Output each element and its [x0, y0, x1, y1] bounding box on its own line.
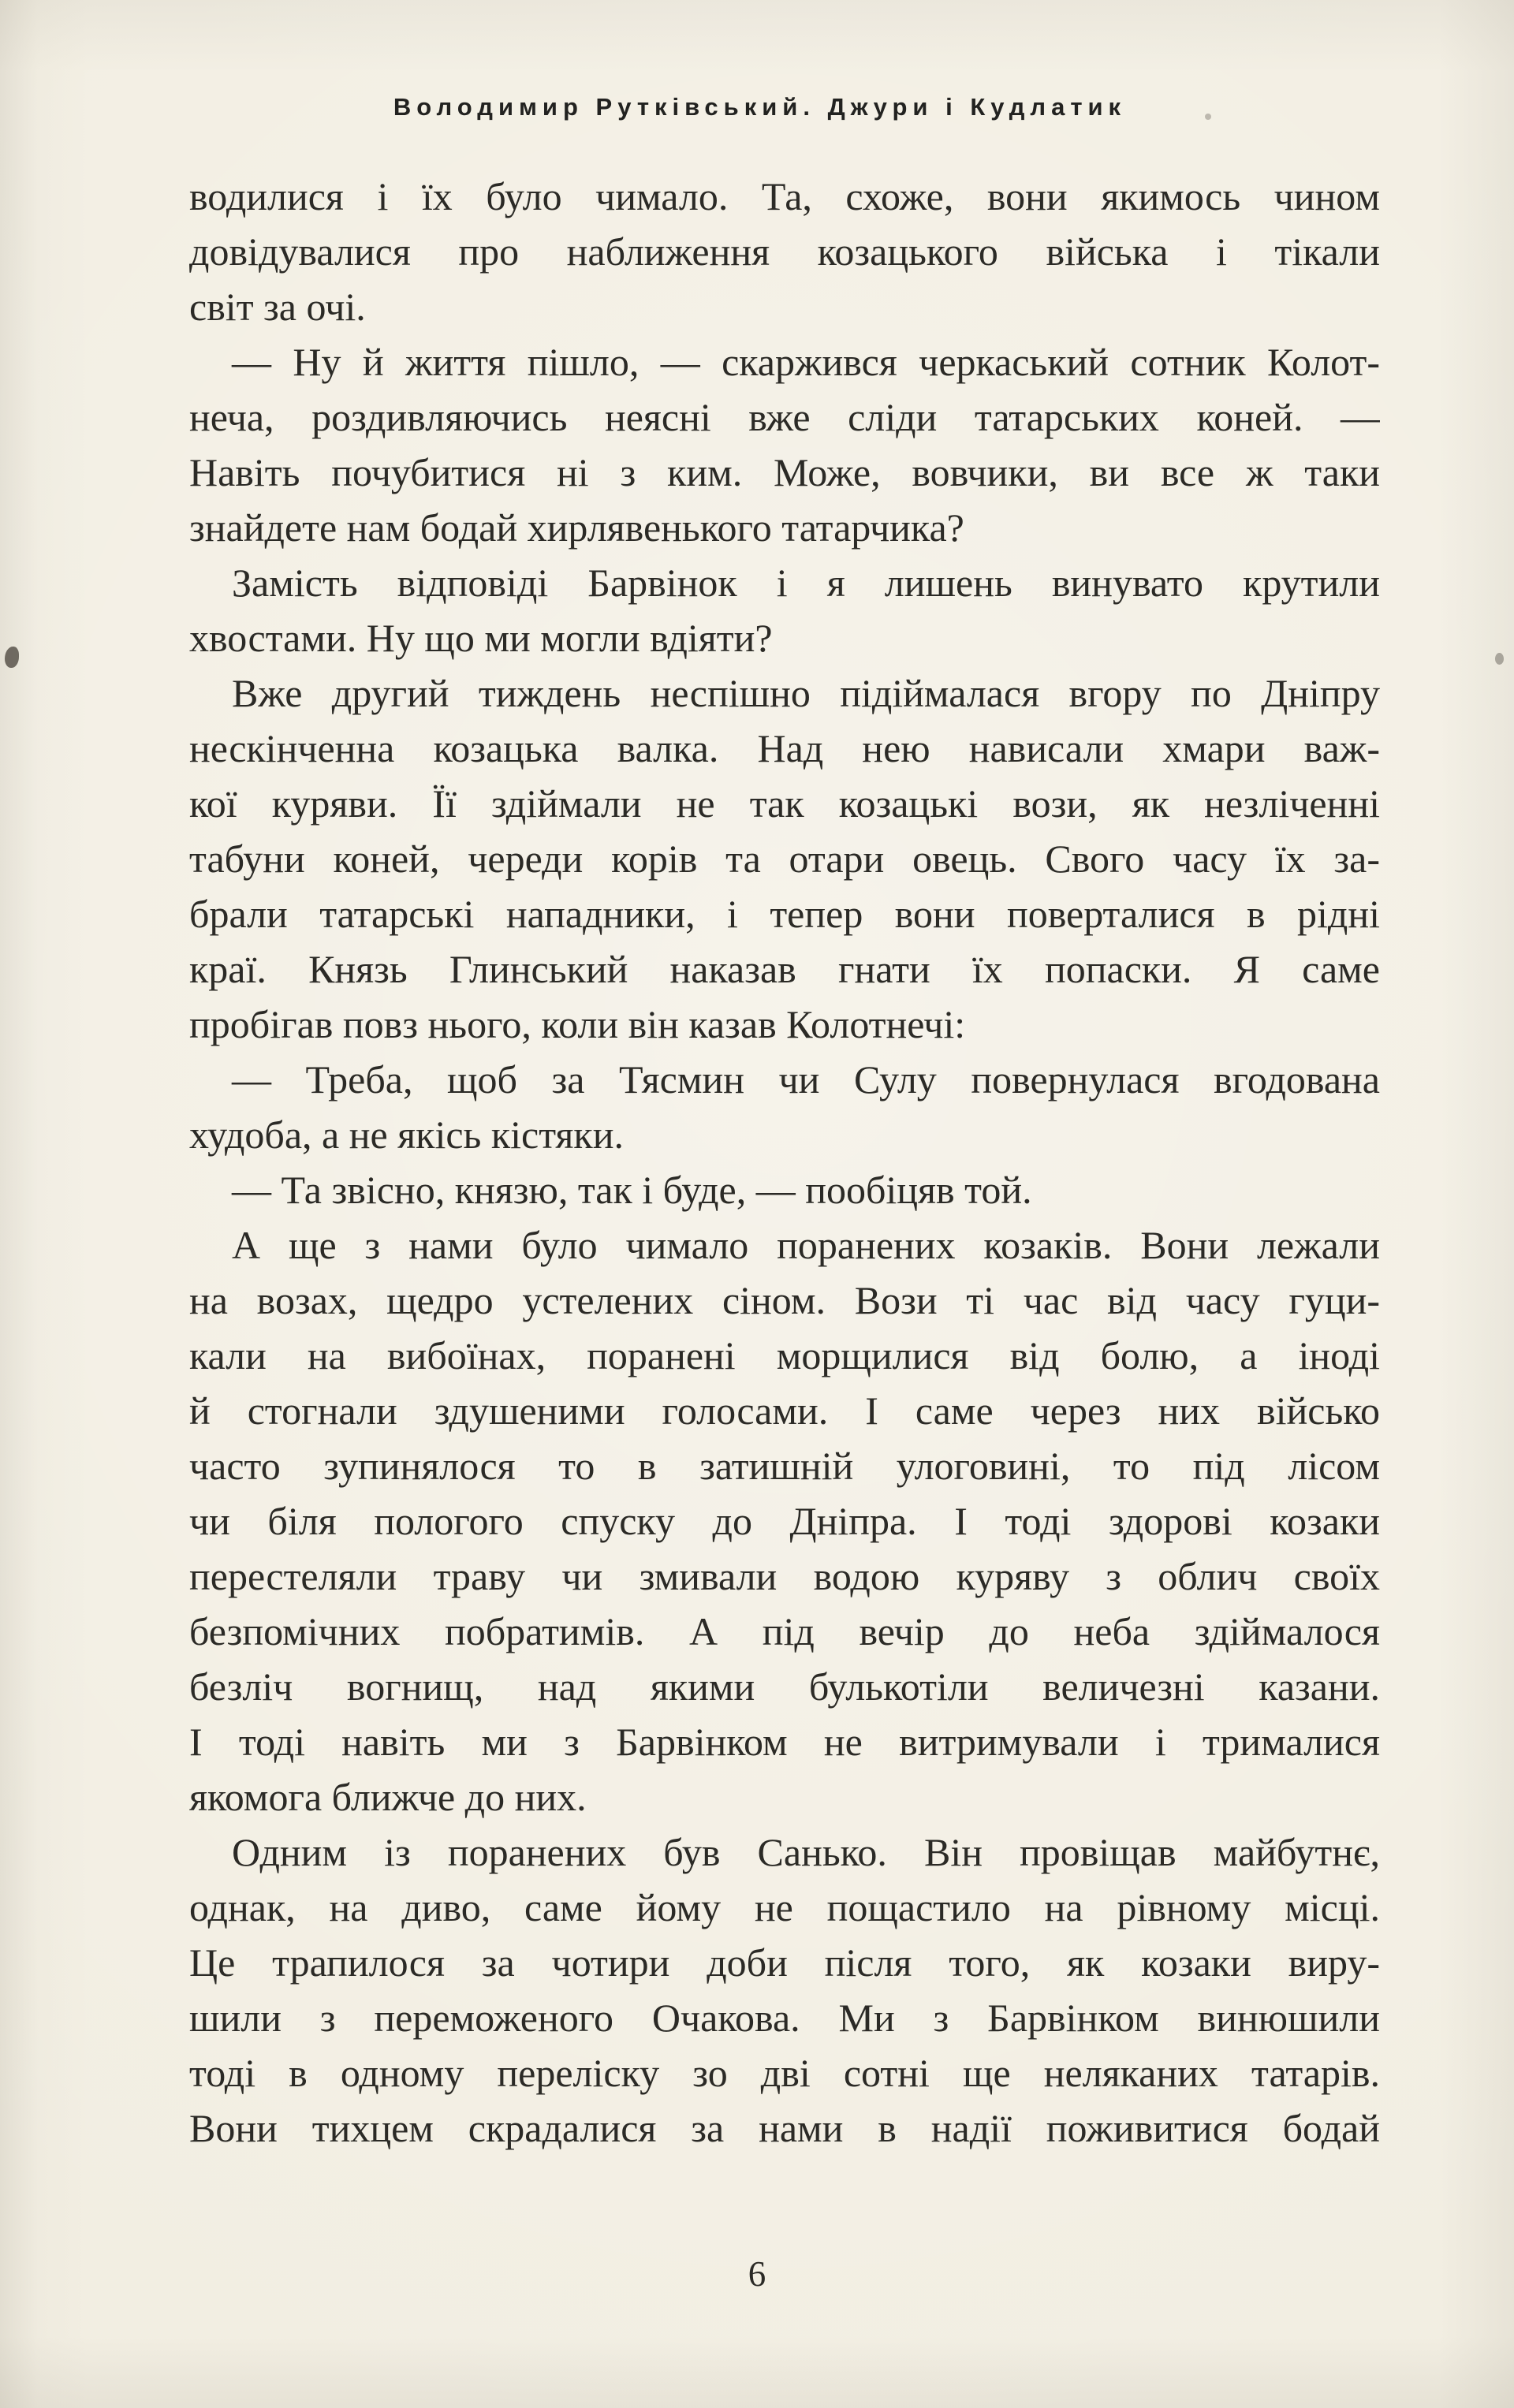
text-line: брали татарські нападники, і тепер вони поверталися в рідні	[189, 892, 1380, 936]
scan-speck	[1495, 653, 1504, 665]
text-line: Вже другий тиждень неспішно підіймалася вгору по Дніпру	[232, 671, 1380, 715]
scan-speck	[1205, 114, 1211, 120]
text-line: знайдете нам бодай хирлявенького татарчика?	[189, 505, 964, 550]
text-line: тоді в одному переліску зо дві сотні ще неляканих татарів.	[189, 2051, 1380, 2095]
text-line: перестеляли траву чи змивали водою куряву з облич своїх	[189, 1554, 1380, 1598]
text-line: світ за очі.	[189, 285, 366, 329]
text-line: й стогнали здушеними голосами. І саме через них військо	[189, 1389, 1380, 1433]
text-line: І тоді навіть ми з Барвінком не витримували і трималися	[189, 1720, 1380, 1764]
text-line: нескінченна козацька валка. Над нею нависали хмари важ-	[189, 726, 1380, 770]
text-line: шили з переможеного Очакова. Ми з Барвінком винюшили	[189, 1996, 1380, 2040]
text-line: — Та звісно, князю, так і буде, — пообіцяв той.	[232, 1168, 1032, 1212]
text-line: кали на вибоїнах, поранені морщилися від болю, а іноді	[189, 1333, 1380, 1377]
text-line: довідувалися про наближення козацького війська і тікали	[189, 229, 1380, 274]
text-line: — Ну й життя пішло, — скаржився черкаський сотник Колот-	[232, 340, 1380, 384]
text-line: худоба, а не якісь кістяки.	[189, 1113, 624, 1157]
text-line: Навіть почубитися ні з ким. Може, вовчики, ви все ж таки	[189, 450, 1380, 494]
paragraph	[189, 1217, 1380, 1825]
page-body	[189, 169, 1380, 2156]
text-line: — Треба, щоб за Тясмин чи Сулу повернулася вгодована	[232, 1057, 1380, 1101]
paragraph	[189, 1052, 1380, 1162]
page-number: 6	[748, 2254, 766, 2294]
paragraph	[189, 169, 1380, 334]
text-line: безліч вогнищ, над якими булькотіли величезні казани.	[189, 1664, 1380, 1709]
text-line: безпомічних побратимів. А під вечір до неба здіймалося	[189, 1609, 1380, 1653]
paragraph	[189, 1162, 1380, 1217]
paragraph	[189, 1825, 1380, 2156]
text-line: водилися і їх було чимало. Та, схоже, вони якимось чином	[189, 174, 1380, 218]
text-line: кої куряви. Її здіймали не так козацькі вози, як незліченні	[189, 781, 1380, 826]
text-line: Це трапилося за чотири доби після того, як козаки виру-	[189, 1940, 1380, 1985]
text-line: краї. Князь Глинський наказав гнати їх попаски. Я саме	[189, 947, 1380, 991]
text-line: якомога ближче до них.	[189, 1775, 587, 1819]
text-line: Вони тихцем скрадалися за нами в надії поживитися бодай	[189, 2106, 1380, 2150]
running-header: Володимир Рутківський. Джури і Кудлатик	[393, 93, 1127, 121]
paragraph	[189, 334, 1380, 555]
text-line: на возах, щедро устелених сіном. Вози ті час від часу гуци-	[189, 1278, 1380, 1322]
text-line: чи біля пологого спуску до Дніпра. І тоді здорові козаки	[189, 1499, 1380, 1543]
paragraph	[189, 665, 1380, 1052]
text-line: Замість відповіді Барвінок і я лишень винувато крутили	[232, 561, 1380, 605]
text-line: Одним із поранених був Санько. Він провіщав майбутнє,	[232, 1830, 1380, 1874]
text-line: однак, на диво, саме йому не пощастило на рівному місці.	[189, 1885, 1380, 1929]
text-line: хвостами. Ну що ми могли вдіяти?	[189, 616, 773, 660]
text-line: табуни коней, череди корів та отари овець. Свого часу їх за-	[189, 837, 1380, 881]
paragraph	[189, 555, 1380, 665]
text-line: пробігав повз нього, коли він казав Колотнечі:	[189, 1002, 966, 1046]
text-line: часто зупинялося то в затишній улоговині, то під лісом	[189, 1444, 1380, 1488]
text-line: неча, роздивляючись неясні вже сліди татарських коней. —	[189, 395, 1380, 439]
text-line: А ще з нами було чимало поранених козаків. Вони лежали	[232, 1223, 1380, 1267]
scan-speck	[5, 647, 19, 668]
